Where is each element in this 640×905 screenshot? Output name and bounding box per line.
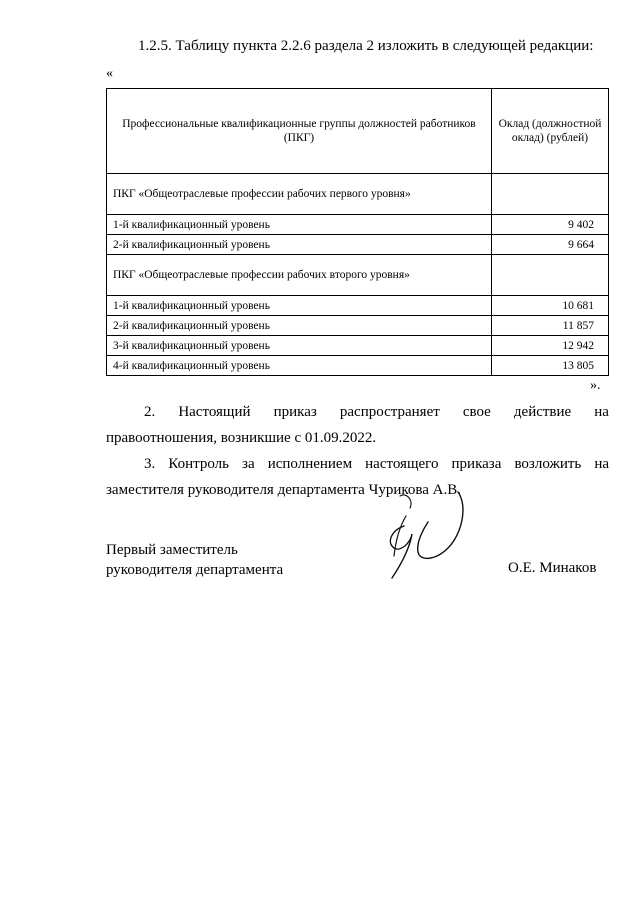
group-empty-cell (492, 255, 609, 296)
table-row (107, 235, 609, 255)
level-name: 1-й квалификационный уровень (107, 215, 492, 235)
word: Контроль (168, 456, 229, 472)
word: на (594, 404, 609, 420)
level-salary: 9 664 (492, 235, 609, 255)
header-salary: Оклад (должностной оклад) (рублей) (492, 89, 609, 174)
paragraph-3-first-line (106, 454, 609, 474)
level-salary: 11 857 (492, 316, 609, 336)
paragraph-2-first-line (106, 402, 609, 422)
table-row (107, 215, 609, 235)
word: свое (462, 404, 491, 420)
group-title: ПКГ «Общеотраслевые профессии рабочих второго уровня» (107, 255, 492, 296)
opening-quote: « (106, 66, 113, 81)
signatory-title-line-2: руководителя департамента (106, 562, 284, 578)
table-header-row (107, 89, 609, 174)
level-salary: 13 805 (492, 356, 609, 376)
header-pkg: Профессиональные квалификационные группы должностей работников (ПКГ) (107, 89, 492, 174)
paragraph-2-second-line: правоотношения, возникшие с 01.09.2022. (106, 430, 377, 446)
word: Настоящий (178, 404, 251, 420)
word: приказа (451, 456, 502, 472)
table-group-row (107, 255, 609, 296)
level-name: 2-й квалификационный уровень (107, 316, 492, 336)
word: приказ (273, 404, 317, 420)
table-row (107, 356, 609, 376)
closing-quote: ». (590, 378, 601, 393)
table-row (107, 296, 609, 316)
level-name: 1-й квалификационный уровень (107, 296, 492, 316)
salary-table (106, 88, 609, 376)
group-empty-cell (492, 174, 609, 215)
intro-paragraph: 1.2.5. Таблицу пункта 2.2.6 раздела 2 изложить в следующей редакции: (138, 38, 594, 54)
word: на (594, 456, 609, 472)
signatory-name: О.Е. Минаков (508, 560, 597, 576)
level-name: 2-й квалификационный уровень (107, 235, 492, 255)
level-salary: 10 681 (492, 296, 609, 316)
word: настоящего (365, 456, 439, 472)
table-row (107, 336, 609, 356)
level-name: 3-й квалификационный уровень (107, 336, 492, 356)
word: исполнением (267, 456, 353, 472)
level-salary: 12 942 (492, 336, 609, 356)
word: за (242, 456, 255, 472)
word: действие (513, 404, 572, 420)
word: 3. (144, 456, 156, 472)
table-group-row (107, 174, 609, 215)
group-title: ПКГ «Общеотраслевые профессии рабочих первого уровня» (107, 174, 492, 215)
signatory-title (106, 540, 283, 580)
word: возложить (514, 456, 582, 472)
paragraph-3-second-line: заместителя руководителя департамента Чурикова А.В. (106, 482, 462, 498)
paragraph-2 (106, 402, 609, 448)
word: распространяет (339, 404, 440, 420)
signatory-title-line-1: Первый заместитель (106, 542, 238, 558)
handwritten-signature (370, 486, 480, 582)
table-row (107, 316, 609, 336)
level-name: 4-й квалификационный уровень (107, 356, 492, 376)
paragraph-3 (106, 454, 609, 500)
word: 2. (144, 404, 156, 420)
level-salary: 9 402 (492, 215, 609, 235)
